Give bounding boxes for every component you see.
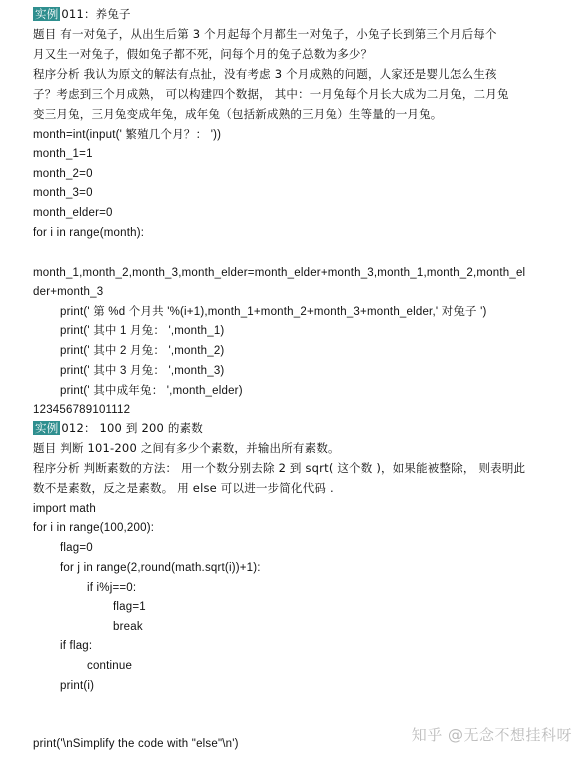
- code-line: continue: [87, 660, 133, 672]
- code-line: print('\nSimplify the code with "else"\n'): [33, 738, 239, 750]
- code-line: for i in range(month):: [33, 227, 145, 239]
- code-line: month_elder=0: [33, 207, 113, 219]
- code-line: month_2=0: [33, 168, 93, 180]
- code-line: for j in range(2,round(math.sqrt(i))+1):: [60, 562, 261, 574]
- example-012-heading: 实例 012： 100 到 200 的素数: [35, 421, 203, 435]
- zhihu-watermark: 知乎 @无念不想挂科呀: [411, 726, 572, 744]
- analysis-line: 子？考虑到三个月成熟， 可以构建四个数据， 其中：一月兔每个月长大成为二月兔，二月兔: [33, 87, 509, 101]
- output-line: 123456789101112: [33, 404, 131, 416]
- code-line: flag=0: [60, 542, 93, 554]
- code-line: month_1=1: [33, 148, 93, 160]
- code-line: if flag:: [60, 640, 93, 652]
- code-line: print(' 其中成年兔： ',month_elder): [60, 385, 243, 397]
- code-line: print(i): [60, 680, 95, 692]
- code-line: print(' 其中 1 月兔： ',month_1): [60, 325, 225, 337]
- example-011-heading: 实例 011：养兔子: [35, 7, 131, 21]
- example-tag: 实例: [35, 7, 59, 21]
- code-line: import math: [33, 503, 96, 515]
- code-line: flag=1: [113, 601, 146, 613]
- code-line: month=int(input(' 繁殖几个月？： ')): [33, 129, 222, 141]
- code-line: if i%j==0:: [87, 582, 137, 594]
- analysis-line: 程序分析 判断素数的方法： 用一个数分别去除 2 到 sqrt( 这个数 )，如果能被整除， 则表明此: [33, 461, 526, 475]
- example-tag: 实例: [35, 421, 59, 435]
- code-line: der+month_3: [33, 286, 104, 298]
- code-line: month_1,month_2,month_3,month_elder=month_elder+month_3,month_1,month_2,month_el: [33, 267, 526, 279]
- analysis-line: 数不是素数，反之是素数。 用 else 可以进一步简化代码 .: [33, 481, 334, 495]
- analysis-line: 变三月兔，三月兔变成年兔，成年兔（包括新成熟的三月兔）生等量的一月兔。: [33, 107, 443, 121]
- problem-line: 月又生一对兔子，假如兔子都不死，问每个月的兔子总数为多少？: [33, 47, 373, 61]
- code-line: month_3=0: [33, 187, 93, 199]
- code-line: print(' 第 %d 个月共 '%(i+1),month_1+month_2+month_3+month_elder,' 对兔子 '): [60, 306, 487, 318]
- code-line: for i in range(100,200):: [33, 522, 155, 534]
- analysis-line: 程序分析 我认为原文的解法有点扯，没有考虑 3 个月成熟的问题，人家还是婴儿怎么生孩: [33, 67, 497, 81]
- code-line: print(' 其中 2 月兔： ',month_2): [60, 345, 225, 357]
- problem-line: 题目 判断 101-200 之间有多少个素数，并输出所有素数。: [33, 441, 340, 455]
- code-line: break: [113, 621, 143, 633]
- code-line: print(' 其中 3 月兔： ',month_3): [60, 365, 225, 377]
- problem-line: 题目 有一对兔子，从出生后第 3 个月起每个月都生一对兔子，小兔子长到第三个月后每个: [33, 27, 497, 41]
